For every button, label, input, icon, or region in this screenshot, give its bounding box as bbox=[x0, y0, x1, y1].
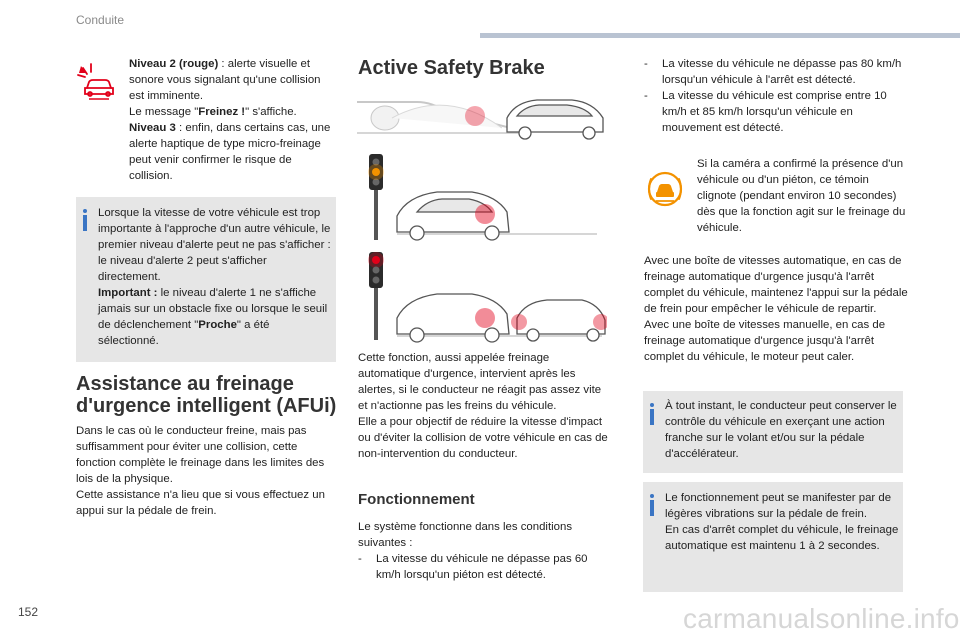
fonctionnement-body bbox=[358, 519, 608, 583]
info-icon bbox=[82, 209, 88, 231]
freinez-message: Freinez ! bbox=[198, 106, 246, 118]
condition-item bbox=[644, 56, 906, 88]
level2-label: Niveau 2 (rouge) bbox=[129, 58, 219, 70]
automatic-gearbox-text: Avec une boîte de vitesses automatique, en cas de freinage automatique d'urgence jusqu'à l'arrêt complet du véhicule, maintenez l'appui sur la pédale de frein pour empêcher le véhicule de repartir. bbox=[644, 255, 908, 315]
info-text bbox=[98, 205, 332, 349]
vibrations-paragraph-2: En cas d'arrêt complet du véhicule, le freinage automatique est maintenu 1 à 2 secondes. bbox=[665, 524, 899, 552]
info-box-vibrations bbox=[643, 482, 903, 592]
afu-paragraph-2: Cette assistance n'a lieu que si vous effectuez un appui sur la pédale de frein. bbox=[76, 489, 325, 517]
msg-suffix: " s'affiche. bbox=[245, 106, 297, 118]
condition-item bbox=[644, 88, 906, 136]
vibrations-text bbox=[665, 490, 899, 554]
gearbox-text bbox=[644, 253, 908, 365]
camera-text: Si la caméra a confirmé la présence d'un véhicule ou d'un piéton, ce témoin clignote (pendant environ 10 secondes) dès que la fonction agit sur le freinage du véhicule. bbox=[697, 158, 906, 234]
condition-text-1: La vitesse du véhicule ne dépasse pas 60 km/h lorsqu'un piéton est détecté. bbox=[376, 553, 588, 581]
condition-text-2: La vitesse du véhicule ne dépasse pas 80 km/h lorsqu'un véhicule à l'arrêt est détecté. bbox=[662, 58, 902, 86]
illustration-traffic-light-red bbox=[357, 250, 607, 345]
msg-prefix: Le message " bbox=[129, 106, 199, 118]
condition-text-3: La vitesse du véhicule est comprise entre 10 km/h et 85 km/h lorsqu'un véhicule en mouvement est détecté. bbox=[662, 90, 887, 134]
info-icon bbox=[649, 494, 655, 516]
important-text: le niveau d'alerte 1 ne s'affiche jamais sur un obstacle fixe ou lorsque le seuil de déclenchement " bbox=[98, 287, 328, 331]
illustration-traffic-light-orange bbox=[357, 152, 607, 242]
driver-control-text: À tout instant, le conducteur peut conserver le contrôle du véhicule en exerçant une action franche sur le volant et/ou sur la pédale d'accélérateur. bbox=[665, 400, 897, 460]
conditions-continued bbox=[644, 56, 906, 136]
info-sentence: Lorsque la vitesse de votre véhicule est trop importante à l'approche d'un autre véhicule, le premier niveau d'alerte peut ne pas s'afficher : le niveau d'alerte 2 peut s'afficher directement. bbox=[98, 207, 331, 283]
info-box-alert-levels bbox=[76, 197, 336, 362]
proche-label: Proche bbox=[198, 319, 237, 331]
level3-text: : enfin, dans certains cas, une alerte haptique de type micro-freinage peut venir confirmer le risque de collision. bbox=[129, 122, 331, 182]
condition-item bbox=[358, 551, 608, 583]
conditions-intro: Le système fonctionne dans les conditions suivantes : bbox=[358, 521, 573, 549]
level3-label: Niveau 3 bbox=[129, 122, 176, 134]
fonctionnement-heading: Fonctionnement bbox=[358, 491, 475, 508]
section-title: Conduite bbox=[76, 13, 125, 27]
afu-paragraph-1: Dans le cas où le conducteur freine, mais pas suffisamment pour éviter une collision, cette fonction complète le freinage dans les limites des lois de la physique. bbox=[76, 425, 325, 485]
header-bar bbox=[480, 33, 960, 38]
level2-text: : alerte visuelle et sonore vous signalant qu'une collision est imminente. bbox=[129, 58, 321, 102]
info-box-driver-control bbox=[643, 391, 903, 473]
asb-paragraph-2: Elle a pour objectif de réduire la vitesse d'impact ou d'éviter la collision de votre véhicule en cas de non-intervention du conducteur. bbox=[358, 416, 608, 460]
afu-heading: Assistance au freinage d'urgence intelligent (AFUi) bbox=[76, 373, 337, 417]
dash: - bbox=[644, 58, 648, 70]
asb-paragraph-1: Cette fonction, aussi appelée freinage automatique d'urgence, intervient après les alertes, si le conducteur ne réagit pas assez vite et n'actionne pas les freins du véhicule. bbox=[358, 352, 602, 412]
watermark: carmanualsonline.info bbox=[683, 603, 960, 634]
info-icon bbox=[649, 403, 655, 425]
camera-warning-light-icon bbox=[644, 168, 686, 210]
collision-alert-icon bbox=[75, 60, 117, 102]
car-ahead bbox=[507, 100, 603, 139]
afu-body bbox=[76, 423, 338, 519]
illustration-car-approach bbox=[357, 88, 607, 143]
vibrations-paragraph-1: Le fonctionnement peut se manifester par de légères vibrations sur la pédale de frein. bbox=[665, 492, 892, 520]
alert-levels-text bbox=[129, 56, 331, 184]
important-label: Important : bbox=[98, 287, 158, 299]
asb-heading: Active Safety Brake bbox=[358, 57, 545, 79]
asb-body bbox=[358, 350, 608, 462]
dash: - bbox=[644, 90, 648, 102]
important-end: " a été sélectionné. bbox=[98, 319, 270, 347]
page-number: 152 bbox=[18, 605, 39, 619]
car-stopped-ahead bbox=[517, 300, 605, 341]
manual-gearbox-text: Avec une boîte de vitesses manuelle, en cas de freinage automatique d'urgence jusqu'à l'arrêt complet du véhicule, le moteur peut caler. bbox=[644, 319, 886, 363]
dash: - bbox=[358, 553, 362, 565]
